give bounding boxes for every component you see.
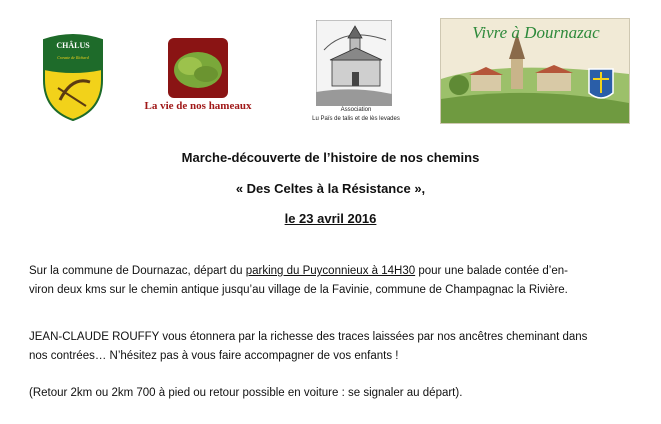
association-name: Lu Païs de talis et de lès levades (312, 116, 400, 122)
chalus-motto: Cravate de Richard (57, 55, 89, 60)
hameaux-logo (128, 38, 268, 118)
chalus-name: CHÂLUS (56, 41, 90, 50)
departure-text-end: pour une balade contée d’en- (415, 265, 568, 277)
return-text: (Retour 2km ou 2km 700 à pied ou retour possible en voiture : se signaler au départ). (29, 387, 463, 399)
chalus-shield-icon (40, 30, 106, 122)
association-label: Association (340, 107, 372, 113)
church-sketch-icon (316, 20, 392, 106)
association-logo (296, 14, 416, 132)
chalus-logo (40, 30, 106, 122)
departure-text-line2: viron deux kms sur le chemin antique jusqu’au village de la Favinie, commune de Champagnac la Rivière. (29, 284, 568, 296)
guide-text-line2: nos contrées… N’hésitez pas à vous faire accompagner de vos enfants ! (29, 350, 399, 362)
hameaux-bush-icon (168, 38, 228, 98)
departure-text-start: Sur la commune de Dournazac, départ du (29, 265, 246, 277)
guide-text-line1: JEAN-CLAUDE ROUFFY vous étonnera par la richesse des traces laissées par nos ancêtres cheminant dans (29, 331, 588, 343)
vivre-title: Vivre à Dournazac (472, 23, 600, 42)
meeting-point-link: parking du Puyconnieux à 14H30 (245, 265, 416, 277)
vivre-dournazac-logo (440, 18, 630, 124)
event-subtitle: « Des Celtes à la Résistance », (235, 181, 426, 196)
event-title: Marche-découverte de l’histoire de nos chemins (181, 150, 480, 165)
hameaux-caption: La vie de nos hameaux (144, 100, 252, 112)
paragraph-departure (29, 262, 649, 300)
paragraph-guide (29, 328, 649, 366)
paragraph-return (29, 384, 649, 403)
event-date: le 23 avril 2016 (284, 211, 377, 226)
